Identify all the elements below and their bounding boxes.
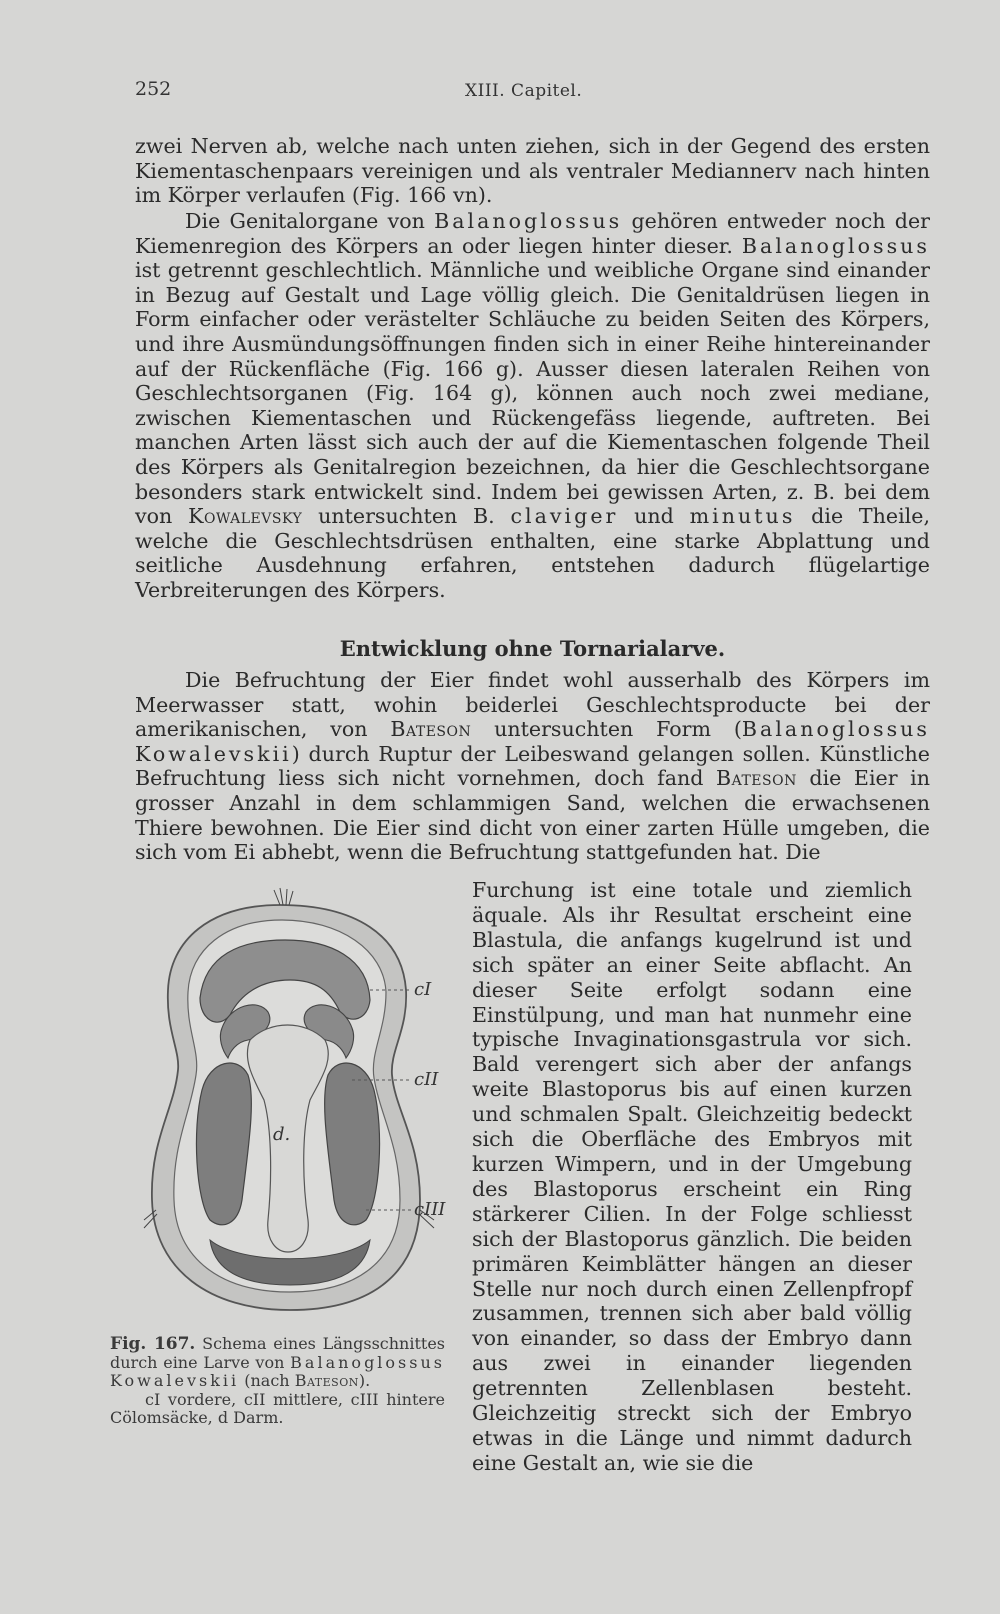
page-header xyxy=(135,78,935,118)
label-d: d. xyxy=(273,1124,291,1145)
species-name: claviger xyxy=(510,504,619,529)
label-c1: cI xyxy=(414,979,432,1000)
page-number: 252 xyxy=(135,78,172,100)
paragraph-fertilization xyxy=(135,668,930,865)
text-run: gehören entweder noch der Kiemenregion des Körpers an oder liegen hinter dieser. xyxy=(135,209,930,258)
genus-name: Balanoglossus xyxy=(434,209,623,233)
paragraph-genital-organs xyxy=(135,209,930,603)
paragraph-nerves: zwei Nerven ab, welche nach unten ziehen, sich in der Gegend des ersten Kiementaschenpaars vereinigen und als ventraler Mediannerv nach hinten im Körper verlaufen (Fig. 166 vn). xyxy=(135,134,930,208)
figure-167-larva-section xyxy=(130,880,460,1335)
text-run: die Theile, welche die Geschlechtsdrüsen enthalten, eine starke Abplattung und seitliche Ausdehnung erfahren, entstehen dadurch flügelartige Verbreiterungen des Körpers. xyxy=(135,504,930,602)
text-run: und xyxy=(618,504,690,529)
text-run: untersuchten Form ( xyxy=(471,717,742,742)
caption-text: (nach xyxy=(239,1371,295,1390)
text-run: die Eier in grosser Anzahl in dem schlammigen Sand, welchen die erwachsenen Thiere bewohnen. Die Eier sind dicht von einer zarten Hülle umgeben, die sich vom Ei abhebt, wenn die Befruchtung stattgefunden hat. Die xyxy=(135,766,930,865)
text-run: Die Genitalorgane von xyxy=(185,209,435,233)
figure-caption xyxy=(110,1335,445,1428)
species-name: Balanoglossus Kowalevskii xyxy=(110,1352,445,1390)
author-name: Bateson xyxy=(294,1371,359,1390)
paragraph-cleavage: Furchung ist eine totale und ziemlich äquale. Als ihr Resultat erscheint eine Blastula, die anfangs kugelrund ist und sich später an einer Seite abflacht. An dieser Seite erfolgt sodann eine Einstülpung, und man hat nunmehr eine typische Invaginationsgastrula vor sich. Bald verengert sich aber der anfangs weite Blastoporus bis auf einen kurzen und schmalen Spalt. Gleichzeitig bedeckt sich die Oberfläche des Embryos mit kurzen Wimpern, und in der Umgebung des Blastoporus erscheint ein Ring stärkerer Cilien. In der Folge schliesst sich der Blastoporus gänzlich. Die beiden primären Keimblätter hängen an dieser Stelle nur noch durch einen Zellenpfropf zusammen, trennen sich aber bald völlig von einander, so dass der Embryo dann aus zwei in einander liegenden getrennten Zellenblasen besteht. Gleichzeitig streckt sich der Embryo etwas in die Länge und nimmt dadurch eine Gestalt an, wie sie die xyxy=(472,878,912,1475)
author-name: Bateson xyxy=(390,717,472,742)
author-name: Bateson xyxy=(715,766,797,791)
label-c2: cII xyxy=(414,1069,439,1090)
figure-legend: cI vordere, cII mittlere, cIII hintere Cölomsäcke, d Darm. xyxy=(110,1389,445,1427)
species-name: minutus xyxy=(689,504,796,529)
caption-text: Schema eines Längsschnittes durch eine Larve von xyxy=(110,1334,445,1372)
text-run: Die Befruchtung der Eier findet wohl ausserhalb des Körpers im Meerwasser statt, wohin beiderlei Geschlechtsproducte bei der amerikanischen, von xyxy=(135,668,930,742)
text-run: ist getrennt geschlechtlich. Männliche und weibliche Organe sind einander in Bezug auf Gestalt und Lage völlig gleich. Die Genitaldrüsen liegen in Form einfacher oder verästelter Schläuche zu beiden Seiten des Körpers, und ihre Ausmündungsöffnungen finden sich in einer Reihe hintereinander auf der Rückenfläche (Fig. 166 g). Ausser diesen lateralen Reihen von Geschlechtsorganen (Fig. 164 g), können auch noch zwei mediane, zwischen Kiementaschen und Rückengefäss liegende, auftreten. Bei manchen Arten lässt sich auch der auf die Kiementaschen folgende Theil des Körpers als Genitalregion bezeichnen, da hier die Geschlechtsorgane besonders stark entwickelt sind. Indem bei gewissen Arten, z. B. bei dem von xyxy=(135,258,930,529)
section-heading: Entwicklung ohne Tornarialarve. xyxy=(339,636,726,661)
author-name: Kowalevsky xyxy=(188,504,303,529)
text-run: ) durch Ruptur der Leibeswand gelangen sollen. Künstliche Befruchtung liess sich nicht vornehmen, doch fand xyxy=(135,741,930,791)
running-title: XIII. Capitel. xyxy=(465,81,583,101)
larva-diagram xyxy=(130,880,460,1335)
label-c3: cIII xyxy=(414,1199,446,1220)
apical-cilia-tuft xyxy=(274,888,293,905)
species-name: Balanoglossus Kowalevskii xyxy=(135,717,930,766)
caption-text: ). xyxy=(358,1371,371,1390)
text-run: untersuchten B. xyxy=(302,504,511,529)
genus-name: Balanoglossus xyxy=(741,233,930,258)
figure-number: Fig. 167. xyxy=(110,1334,196,1354)
